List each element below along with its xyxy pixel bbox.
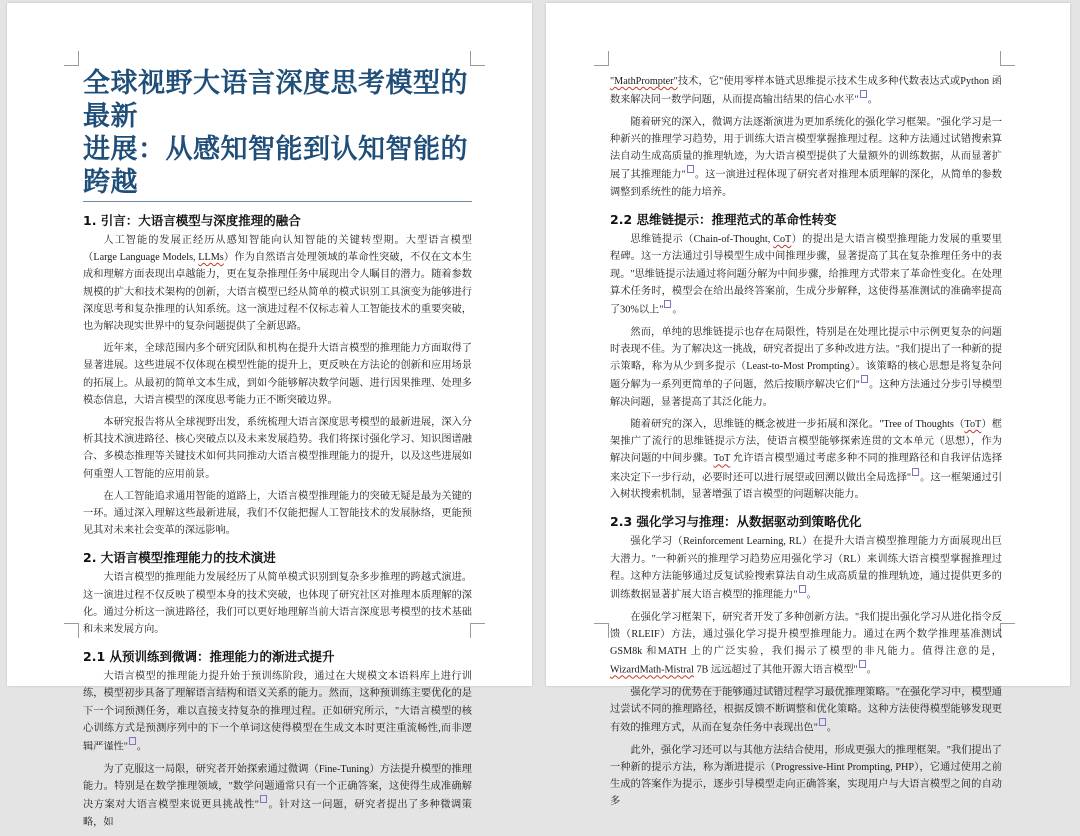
paragraph-text: ）的提出是大语言模型推理能力发展的重要里程碑。这一方法通过引导模型生成中间推理步骤，显著提高了其在复杂推理任务中的表现。"思维链提示法通过将问题分解为中间步骤，给推理方式带来了革命性变化。在处理算术任务时，模型会在给出最终答案前，生成分步解释，这使得基准测试的准确率提高了30%以上"	[610, 234, 1002, 316]
section-heading: 1. 引言：大语言模型与深度推理的融合	[83, 213, 301, 228]
paragraph	[610, 114, 1002, 201]
section-heading: 2. 大语言模型推理能力的技术演进	[83, 550, 276, 566]
paragraph	[83, 414, 472, 483]
spellcheck-flagged-text: ToT	[964, 419, 982, 431]
paragraph-text: 随着研究的深入，微调方法逐渐演进为更加系统化的强化学习框架。"强化学习是一种新兴的推理学习趋势，用于训练大语言模型掌握推理过程。这种方法通过试错搜索算法自动生成高质量的推理轨迹，为大语言模型提供了大量额外的训练数据，从而显著扩展了其推理能力"	[610, 116, 1002, 181]
page-body[interactable]	[83, 67, 472, 836]
citation-link-icon[interactable]	[687, 165, 694, 173]
section-heading: 2.2 思维链提示：推理范式的革命性转变	[610, 212, 837, 228]
paragraph-text: 大语言模型的推理能力发展经历了从简单模式识别到复杂多步推理的跨越式演进。这一演进过程不仅反映了模型本身的技术突破，也体现了研究社区对推理本质理解的深化。通过分析这一演进路径，我们可以更好地理解当前大语言深度思考模型的技术基础和未来发展方向。	[83, 572, 472, 636]
document-title	[83, 67, 472, 202]
paragraph-text: ）作为自然语言处理领域的革命性突破，不仅在文本生成和理解方面表现出卓越能力，更在复杂推理任务中展现出令人瞩目的潜力。随着参数规模的扩大和技术架构的创新，大语言模型已经从简单的模式识别工具演变为能够进行深度思考和复杂推理的认知系统。这一演进过程不仅标志着人工智能技术的重要突破，也为解决现实世界中的复杂问题提供了全新思路。	[83, 252, 472, 333]
citation-link-icon[interactable]	[859, 660, 866, 668]
margin-corner-mark	[64, 51, 79, 66]
paragraph	[83, 232, 472, 335]
spellcheck-flagged-text: WizardMath-Mistral	[610, 664, 694, 676]
paragraph	[610, 742, 1002, 811]
margin-corner-mark	[1000, 623, 1015, 638]
paragraph	[83, 668, 472, 755]
paragraph-text: 为了克服这一局限，研究者开始探索通过微调（Fine-Tuning）方法提升模型的推理能力。特别是在数学推理领域，"数学问题通常只有一个正确答案，这使得生成准确解决方案对大语言模型来说更具挑战性"	[83, 763, 472, 811]
section-heading: 2.3 强化学习与推理：从数据驱动到策略优化	[610, 514, 862, 530]
citation-link-icon[interactable]	[129, 737, 136, 745]
paragraph-text: 大语言模型的推理能力提升始于预训练阶段，通过在大规模文本语料库上进行训练，模型初步具备了理解语言结构和语义关系的能力。然而，这种预训练主要优化的是下一个词预测任务，难以直接支持复杂的推理过程。正如研究所示，"大语言模型的核心训练方式是预测序列中的下一个单词这使得模型在生成文本时更注重流畅性,而非逻辑严谨性"	[83, 671, 472, 753]
citation-link-icon[interactable]	[799, 585, 806, 593]
paragraph	[610, 324, 1002, 411]
paragraph	[83, 488, 472, 540]
section-heading: 2.1 从预训练到微调：推理能力的渐进式提升	[83, 649, 335, 665]
paragraph	[610, 231, 1002, 318]
paragraph-text: 人工智能的发展正经历从感知智能向认知智能的关键转型期。大型语言模型（Large Language Models,	[83, 235, 472, 264]
paragraph-text: 。	[806, 589, 817, 601]
paragraph	[83, 761, 472, 831]
citation-link-icon[interactable]	[912, 468, 919, 476]
paragraph-text: ）框架推广了流行的思维链提示方法，使语言模型能够探索连贯的文本单元（思想），作为解决问题的中间步骤。	[610, 419, 1002, 465]
spellcheck-flagged-text: "MathPrompter"	[610, 76, 678, 87]
margin-corner-mark	[594, 623, 609, 638]
margin-corner-mark	[64, 623, 79, 638]
paragraph-text: 随着研究的深入，思维链的概念被进一步拓展和深化。"Tree of Thoughts（	[630, 419, 965, 431]
title-line-2: 进展：从感知智能到认知智能的跨越	[83, 134, 468, 198]
paragraph	[83, 569, 472, 638]
paragraph-text: 。这种方法通过分步引导模型解决问题，显著提高了其泛化能力。	[610, 379, 1003, 408]
paragraph-text: 。	[672, 304, 683, 316]
paragraph-text: 然而，单纯的思维链提示也存在局限性，特别是在处理比提示中示例更复杂的问题时表现不佳。为了解决这一挑战，研究者提出了多种改进方法。"我们提出了一种新的提示策略，称为从少到多提示（Least-to-Most Prompting）。该策略的核心思想是将复杂问题分解为一系列更简单的子问题，然后按顺序解决它们"	[610, 326, 1002, 391]
paragraph	[83, 340, 472, 409]
paragraph-text: 技术，它"使用零样本链式思维提示技术生成多种代数表达式或Python 函数来解决同一数学问题，从而提高输出结果的信心水平"	[610, 76, 1002, 106]
paragraph-text: 强化学习的优势在于能够通过试错过程学习最优推理策略。"在强化学习中，模型通过尝试不同的推理路径，根据反馈不断调整和优化策略。这种方法使得模型能够发现更有效的推理方式，从而在复杂任务中表现出色"	[610, 686, 1002, 734]
paragraph-text: 。	[826, 722, 838, 734]
paragraph-text: 在强化学习框架下，研究者开发了多种创新方法。"我们提出强化学习从进化指令反馈（RLEIF）方法，通过强化学习提升模型推理能力。通过在两个数学推理基准测试GSM8k 和MATH 上的广泛实验，我们揭示了模型的非凡能力。值得注意的是，	[610, 611, 1002, 658]
citation-link-icon[interactable]	[861, 375, 868, 383]
paragraph	[610, 609, 1002, 679]
paragraph-text: 本研究报告将从全球视野出发，系统梳理大语言深度思考模型的最新进展，深入分析其技术演进路径、核心突破点以及未来发展趋势。我们将探讨强化学习、知识图谱融合、多模态推理等关键技术如何共同推动大语言模型推理能力的提升，以及这些进展如何重塑人工智能的应用前景。	[83, 417, 472, 480]
citation-link-icon[interactable]	[664, 300, 671, 308]
margin-corner-mark	[470, 51, 485, 66]
paragraph-text: 。针对这一问题，研究者提出了多种微调策略，如	[83, 799, 472, 828]
paragraph-text: 允许语言模型通过考虑多种不同的推理路径和自我评估选择来决定下一步行动，必要时还可以进行展望或回溯以做出全局选择"	[610, 453, 1003, 484]
citation-link-icon[interactable]	[819, 718, 826, 726]
spellcheck-flagged-text: LLMs	[198, 252, 224, 264]
page-body[interactable]	[610, 73, 1002, 816]
margin-corner-mark	[594, 51, 609, 66]
document-page-1	[7, 3, 532, 828]
spellcheck-flagged-text: CoT	[773, 234, 792, 246]
margin-corner-mark	[1000, 51, 1015, 66]
citation-link-icon[interactable]	[860, 90, 867, 98]
paragraph-text: 。	[136, 741, 148, 753]
paragraph	[610, 73, 1002, 109]
paragraph	[610, 684, 1002, 737]
paragraph-text: 近年来，全球范围内多个研究团队和机构在提升大语言模型的推理能力方面取得了显著进展。这些进展不仅体现在模型性能的提升上，更反映在方法论的创新和应用场景的拓展上。从最初的简单文本生成，到如今能够解决数学问题、进行因果推理、处理多模态信息，大语言模型的深度思考能力正不断突破边界。	[83, 343, 472, 406]
paragraph-text: 。这一框架通过引入树状搜索机制，显著增强了语言模型的问题解决能力。	[610, 472, 1003, 501]
title-line-1: 全球视野大语言深度思考模型的最新	[83, 68, 468, 132]
paragraph-text: 。	[866, 664, 877, 676]
paragraph-text: 在人工智能追求通用智能的道路上，大语言模型推理能力的突破无疑是最为关键的一环。通过深入理解这些最新进展，我们不仅能把握人工智能技术的发展脉络，更能预见其对未来社会变革的深远影响。	[83, 490, 472, 537]
paragraph-text: 此外，强化学习还可以与其他方法结合使用，形成更强大的推理框架。"我们提出了一种新的提示方法，称为渐进提示（Progressive-Hint Prompting, PHP），它通过使用之前生成的答案作为提示，逐步引导模型走向正确答案，实现用户与大语言模型之间的自动多	[610, 744, 1002, 808]
document-page-2	[546, 3, 1070, 808]
paragraph-text: 强化学习（Reinforcement Learning, RL）在提升大语言模型推理能力方面展现出巨大潜力。"一种新兴的推理学习趋势应用强化学习（RL）来训练大语言模型掌握推理过程。这种方法能够通过反复试验搜索算法自动生成高质量的推理轨迹，通过提供更多的训练数据显著扩展大语言模型的推理能力"	[610, 536, 1002, 601]
paragraph-text: 7B 远远超过了其他开源大语言模型"	[693, 664, 858, 676]
paragraph-text: 思维链提示（Chain-of-Thought,	[630, 234, 774, 246]
spellcheck-flagged-text: ToT	[713, 453, 731, 465]
paragraph	[610, 533, 1002, 603]
citation-link-icon[interactable]	[260, 795, 267, 803]
paragraph-text: 。这一演进过程体现了研究者对推理本质理解的深化，从简单的参数调整到系统性的能力培养。	[610, 169, 1002, 198]
margin-corner-mark	[470, 623, 485, 638]
paragraph	[610, 416, 1002, 503]
paragraph-text: 。	[867, 94, 878, 106]
